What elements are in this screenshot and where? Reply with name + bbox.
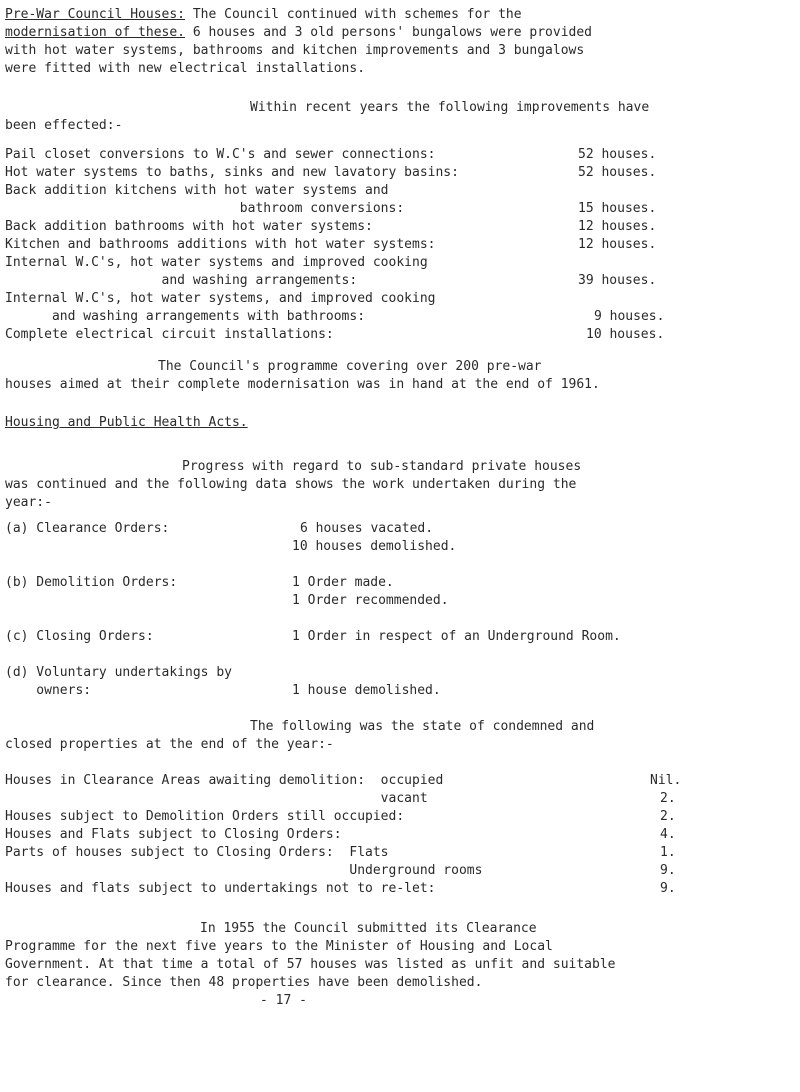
order-label-clearance: (a) Clearance Orders: <box>5 521 170 536</box>
order-value: 1 house demolished. <box>292 683 441 698</box>
order-value: 1 Order recommended. <box>292 593 449 608</box>
list-item-value: 2. <box>660 809 676 824</box>
list-item-label: Houses and Flats subject to Closing Orders: <box>5 827 342 842</box>
list-item-label: Back addition kitchens with hot water systems and <box>5 183 389 198</box>
list-item-label: Houses subject to Demolition Orders still occupied: <box>5 809 405 824</box>
list-item-value: 39 houses. <box>578 273 657 288</box>
list-item-value: 9. <box>660 881 676 896</box>
order-value: 1 Order made. <box>292 575 394 590</box>
list-item-value: 15 houses. <box>578 201 657 216</box>
list-item-label: Underground rooms <box>5 863 483 878</box>
intro-line-1: Pre-War Council Houses: The Council continued with schemes for the <box>5 7 522 22</box>
list-item-label: Internal W.C's, hot water systems, and improved cooking <box>5 291 436 306</box>
housing-line-3: year:- <box>5 495 52 510</box>
order-label-voluntary: (d) Voluntary undertakings by <box>5 665 232 680</box>
order-value: 1 Order in respect of an Underground Room. <box>292 629 621 644</box>
order-label-demolition: (b) Demolition Orders: <box>5 575 178 590</box>
list-item-label: Kitchen and bathrooms additions with hot water systems: <box>5 237 436 252</box>
recent-line-2: been effected:- <box>5 118 123 133</box>
list-item-value: 2. <box>660 791 676 806</box>
housing-line-2: was continued and the following data shows the work undertaken during the <box>5 477 577 492</box>
section-heading-pre-war: Pre-War Council Houses: <box>5 7 186 22</box>
list-item-label: Complete electrical circuit installations: <box>5 327 334 342</box>
list-item-label: and washing arrangements with bathrooms: <box>5 309 366 324</box>
clearance-line-4: for clearance. Since then 48 properties have been demolished. <box>5 975 483 990</box>
list-item-value: 52 houses. <box>578 165 657 180</box>
clearance-line-3: Government. At that time a total of 57 houses was listed as unfit and suitable <box>5 957 616 972</box>
list-item-value: 9 houses. <box>594 309 665 324</box>
state-line-1: The following was the state of condemned and <box>250 719 595 734</box>
list-item-label: bathroom conversions: <box>5 201 405 216</box>
list-item-value: 12 houses. <box>578 219 657 234</box>
programme-line-2: houses aimed at their complete modernisation was in hand at the end of 1961. <box>5 377 600 392</box>
list-item-label: Houses and flats subject to undertakings not to re-let: <box>5 881 436 896</box>
list-item-label: Parts of houses subject to Closing Orders: Flats <box>5 845 389 860</box>
order-value: 10 houses demolished. <box>292 539 457 554</box>
housing-line-1: Progress with regard to sub-standard private houses <box>182 459 582 474</box>
list-item-value: 52 houses. <box>578 147 657 162</box>
list-item-label: Houses in Clearance Areas awaiting demolition: occupied <box>5 773 444 788</box>
list-item-label: Back addition bathrooms with hot water systems: <box>5 219 373 234</box>
order-label-closing: (c) Closing Orders: <box>5 629 154 644</box>
list-item-label: and washing arrangements: <box>5 273 358 288</box>
order-value: 6 houses vacated. <box>300 521 434 536</box>
list-item-value: Nil. <box>650 773 682 788</box>
order-label-voluntary: owners: <box>5 683 92 698</box>
programme-line-1: The Council's programme covering over 200 pre-war <box>158 359 542 374</box>
list-item-value: 1. <box>660 845 676 860</box>
list-item-label: vacant <box>5 791 428 806</box>
section-heading-housing: Housing and Public Health Acts. <box>5 415 248 430</box>
intro-line-3: with hot water systems, bathrooms and kitchen improvements and 3 bungalows <box>5 43 585 58</box>
list-item-value: 10 houses. <box>586 327 665 342</box>
list-item-value: 4. <box>660 827 676 842</box>
list-item-label: Pail closet conversions to W.C's and sewer connections: <box>5 147 436 162</box>
clearance-line-2: Programme for the next five years to the Minister of Housing and Local <box>5 939 553 954</box>
list-item-label: Internal W.C's, hot water systems and improved cooking <box>5 255 428 270</box>
intro-line-2: modernisation of these. 6 houses and 3 old persons' bungalows were provided <box>5 25 593 40</box>
recent-line-1: Within recent years the following improvements have <box>250 100 650 115</box>
list-item-value: 9. <box>660 863 676 878</box>
intro-line-4: were fitted with new electrical installations. <box>5 61 366 76</box>
list-item-value: 12 houses. <box>578 237 657 252</box>
clearance-line-1: In 1955 the Council submitted its Clearance <box>200 921 537 936</box>
page-number: - 17 - <box>260 993 307 1008</box>
list-item-label: Hot water systems to baths, sinks and new lavatory basins: <box>5 165 459 180</box>
state-line-2: closed properties at the end of the year:- <box>5 737 334 752</box>
